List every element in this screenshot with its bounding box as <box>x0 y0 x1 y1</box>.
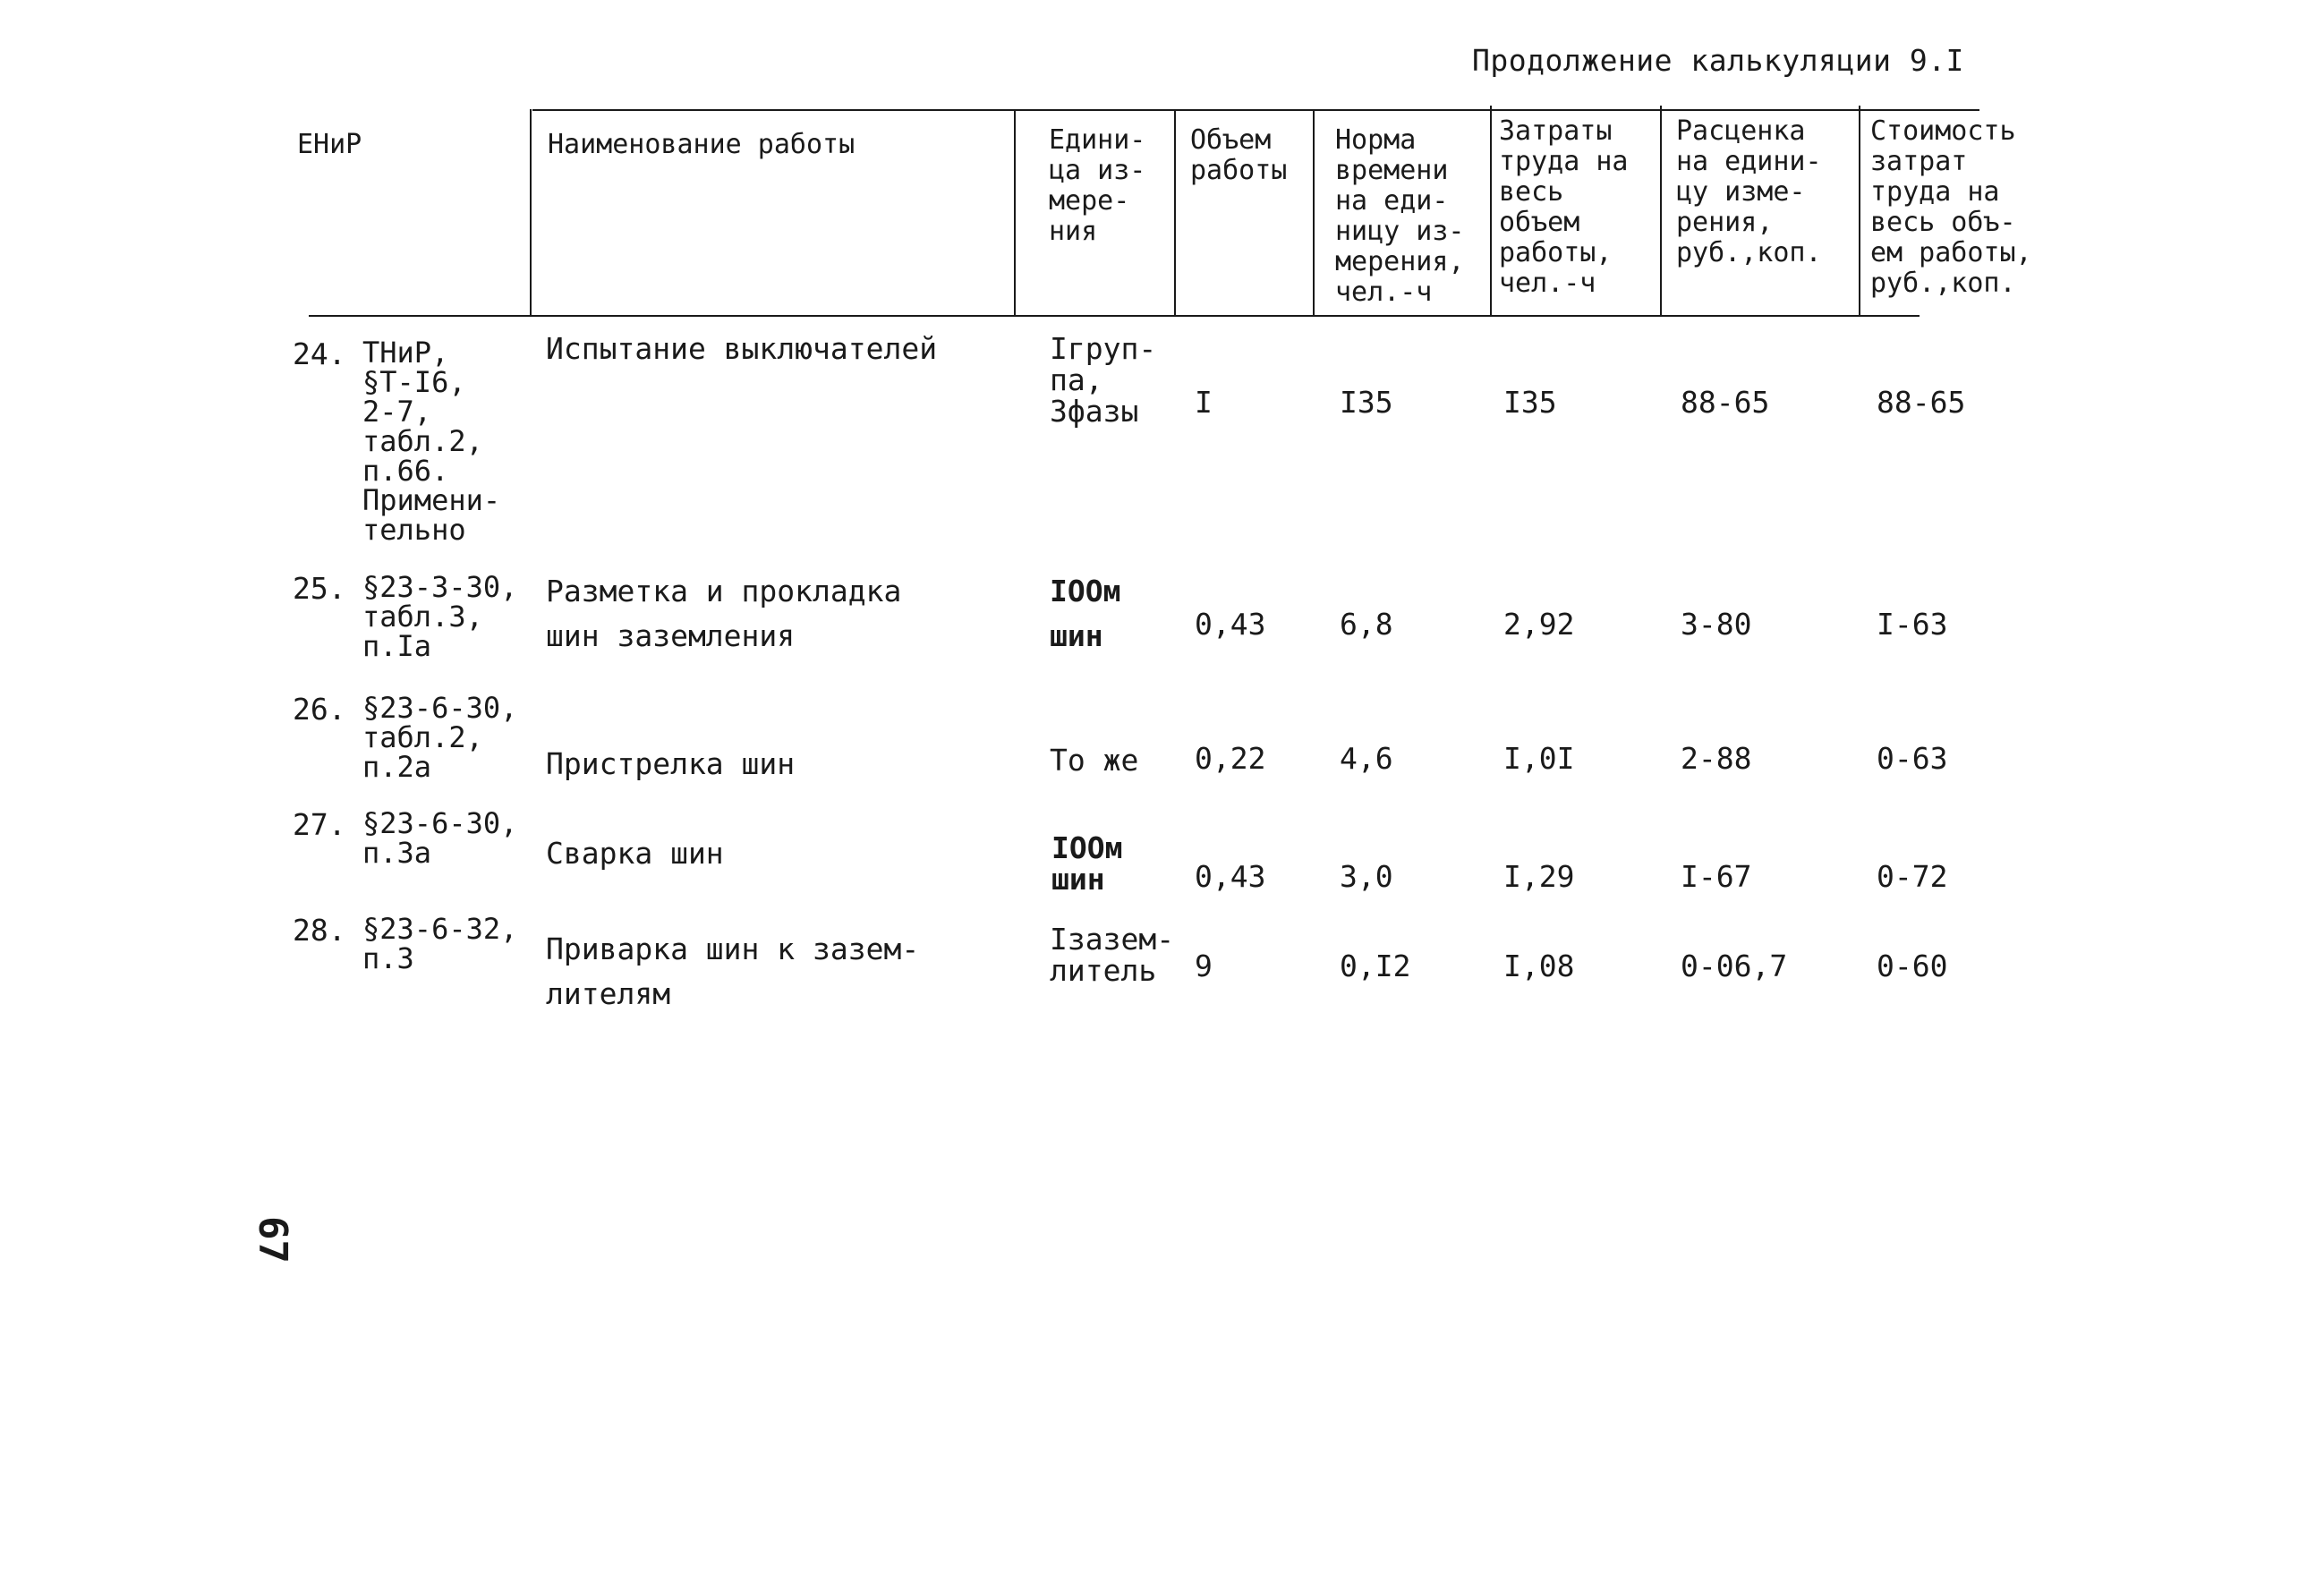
work-name: Разметка и прокладка шин заземления <box>546 574 902 653</box>
column-header-unit: Едини- ца из- мере- ния <box>1049 124 1146 247</box>
time-norm: 3,0 <box>1340 859 1393 894</box>
labor-total: 2,92 <box>1503 607 1575 642</box>
unit-of-measure: IOOм шин <box>1050 574 1121 653</box>
work-name: Сварка шин <box>546 836 724 871</box>
unit-rate: 0-06,7 <box>1681 949 1788 983</box>
column-header-enir: ЕНиР <box>297 129 362 160</box>
column-header-total-cost: Стоимость затрат труда на весь объ- ем работы, руб.,коп. <box>1870 115 2032 299</box>
unit-rate: I-67 <box>1681 859 1752 894</box>
header-bottom-rule <box>309 315 1920 317</box>
time-norm: 4,6 <box>1340 741 1393 776</box>
work-name: Пристрелка шин <box>546 746 796 781</box>
total-cost: 0-63 <box>1877 741 1948 776</box>
column-divider <box>530 109 532 316</box>
labor-total: I,08 <box>1503 949 1575 983</box>
row-number: 24. <box>293 336 346 371</box>
unit-rate: 88-65 <box>1681 385 1770 420</box>
column-header-time-norm: Норма времени на еди- ницу из- мерения, чел.-ч <box>1335 124 1465 308</box>
page-header: Продолжение калькуляции 9.I <box>1472 43 1964 78</box>
column-header-work-name: Наименование работы <box>548 129 856 160</box>
enir-reference: §23-6-30, табл.2, п.2а <box>362 691 518 784</box>
enir-reference: ТНиР, §Т-І6, 2-7, табл.2, п.66. Примени- тельно <box>362 336 501 547</box>
page-number: 67 <box>249 1216 295 1263</box>
work-volume: 0,43 <box>1195 607 1266 642</box>
unit-rate: 2-88 <box>1681 741 1752 776</box>
work-name: Приварка шин к зазем- лителям <box>546 932 920 1011</box>
time-norm: I35 <box>1340 385 1393 420</box>
row-number: 25. <box>293 571 346 606</box>
labor-total: I,0I <box>1503 741 1575 776</box>
column-divider <box>1859 106 1860 316</box>
row-number: 26. <box>293 692 346 727</box>
column-divider <box>1313 109 1315 316</box>
unit-of-measure: Iзазем- литель <box>1050 922 1175 988</box>
total-cost: 88-65 <box>1877 385 1966 420</box>
unit-of-measure: То же <box>1050 743 1139 778</box>
unit-of-measure: IOOм шин <box>1051 830 1123 897</box>
column-header-volume: Объем работы <box>1190 124 1288 186</box>
unit-of-measure: Iгруп- па, 3фазы <box>1050 331 1157 429</box>
enir-reference: §23-6-32, п.3 <box>362 912 518 975</box>
time-norm: 6,8 <box>1340 607 1393 642</box>
header-top-rule <box>532 109 1979 111</box>
row-number: 27. <box>293 807 346 842</box>
work-name: Испытание выключателей <box>546 331 938 366</box>
enir-reference: §23-3-30, табл.3, п.Ia <box>362 570 518 663</box>
work-volume: 9 <box>1195 949 1213 983</box>
work-volume: I <box>1195 385 1213 420</box>
total-cost: 0-60 <box>1877 949 1948 983</box>
column-header-labor-total: Затраты труда на весь объем работы, чел.-ч <box>1499 115 1629 299</box>
labor-total: I,29 <box>1503 859 1575 894</box>
unit-rate: 3-80 <box>1681 607 1752 642</box>
row-number: 28. <box>293 913 346 948</box>
column-header-unit-rate: Расценка на едини- цу изме- рения, руб.,коп. <box>1676 115 1822 268</box>
total-cost: 0-72 <box>1877 859 1948 894</box>
labor-total: I35 <box>1503 385 1557 420</box>
column-divider <box>1490 106 1492 316</box>
column-divider <box>1174 109 1176 316</box>
total-cost: I-63 <box>1877 607 1948 642</box>
column-divider <box>1014 109 1016 316</box>
work-volume: 0,43 <box>1195 859 1266 894</box>
work-volume: 0,22 <box>1195 741 1266 776</box>
enir-reference: §23-6-30, п.3а <box>362 806 518 870</box>
column-divider <box>1660 106 1662 316</box>
time-norm: 0,I2 <box>1340 949 1411 983</box>
